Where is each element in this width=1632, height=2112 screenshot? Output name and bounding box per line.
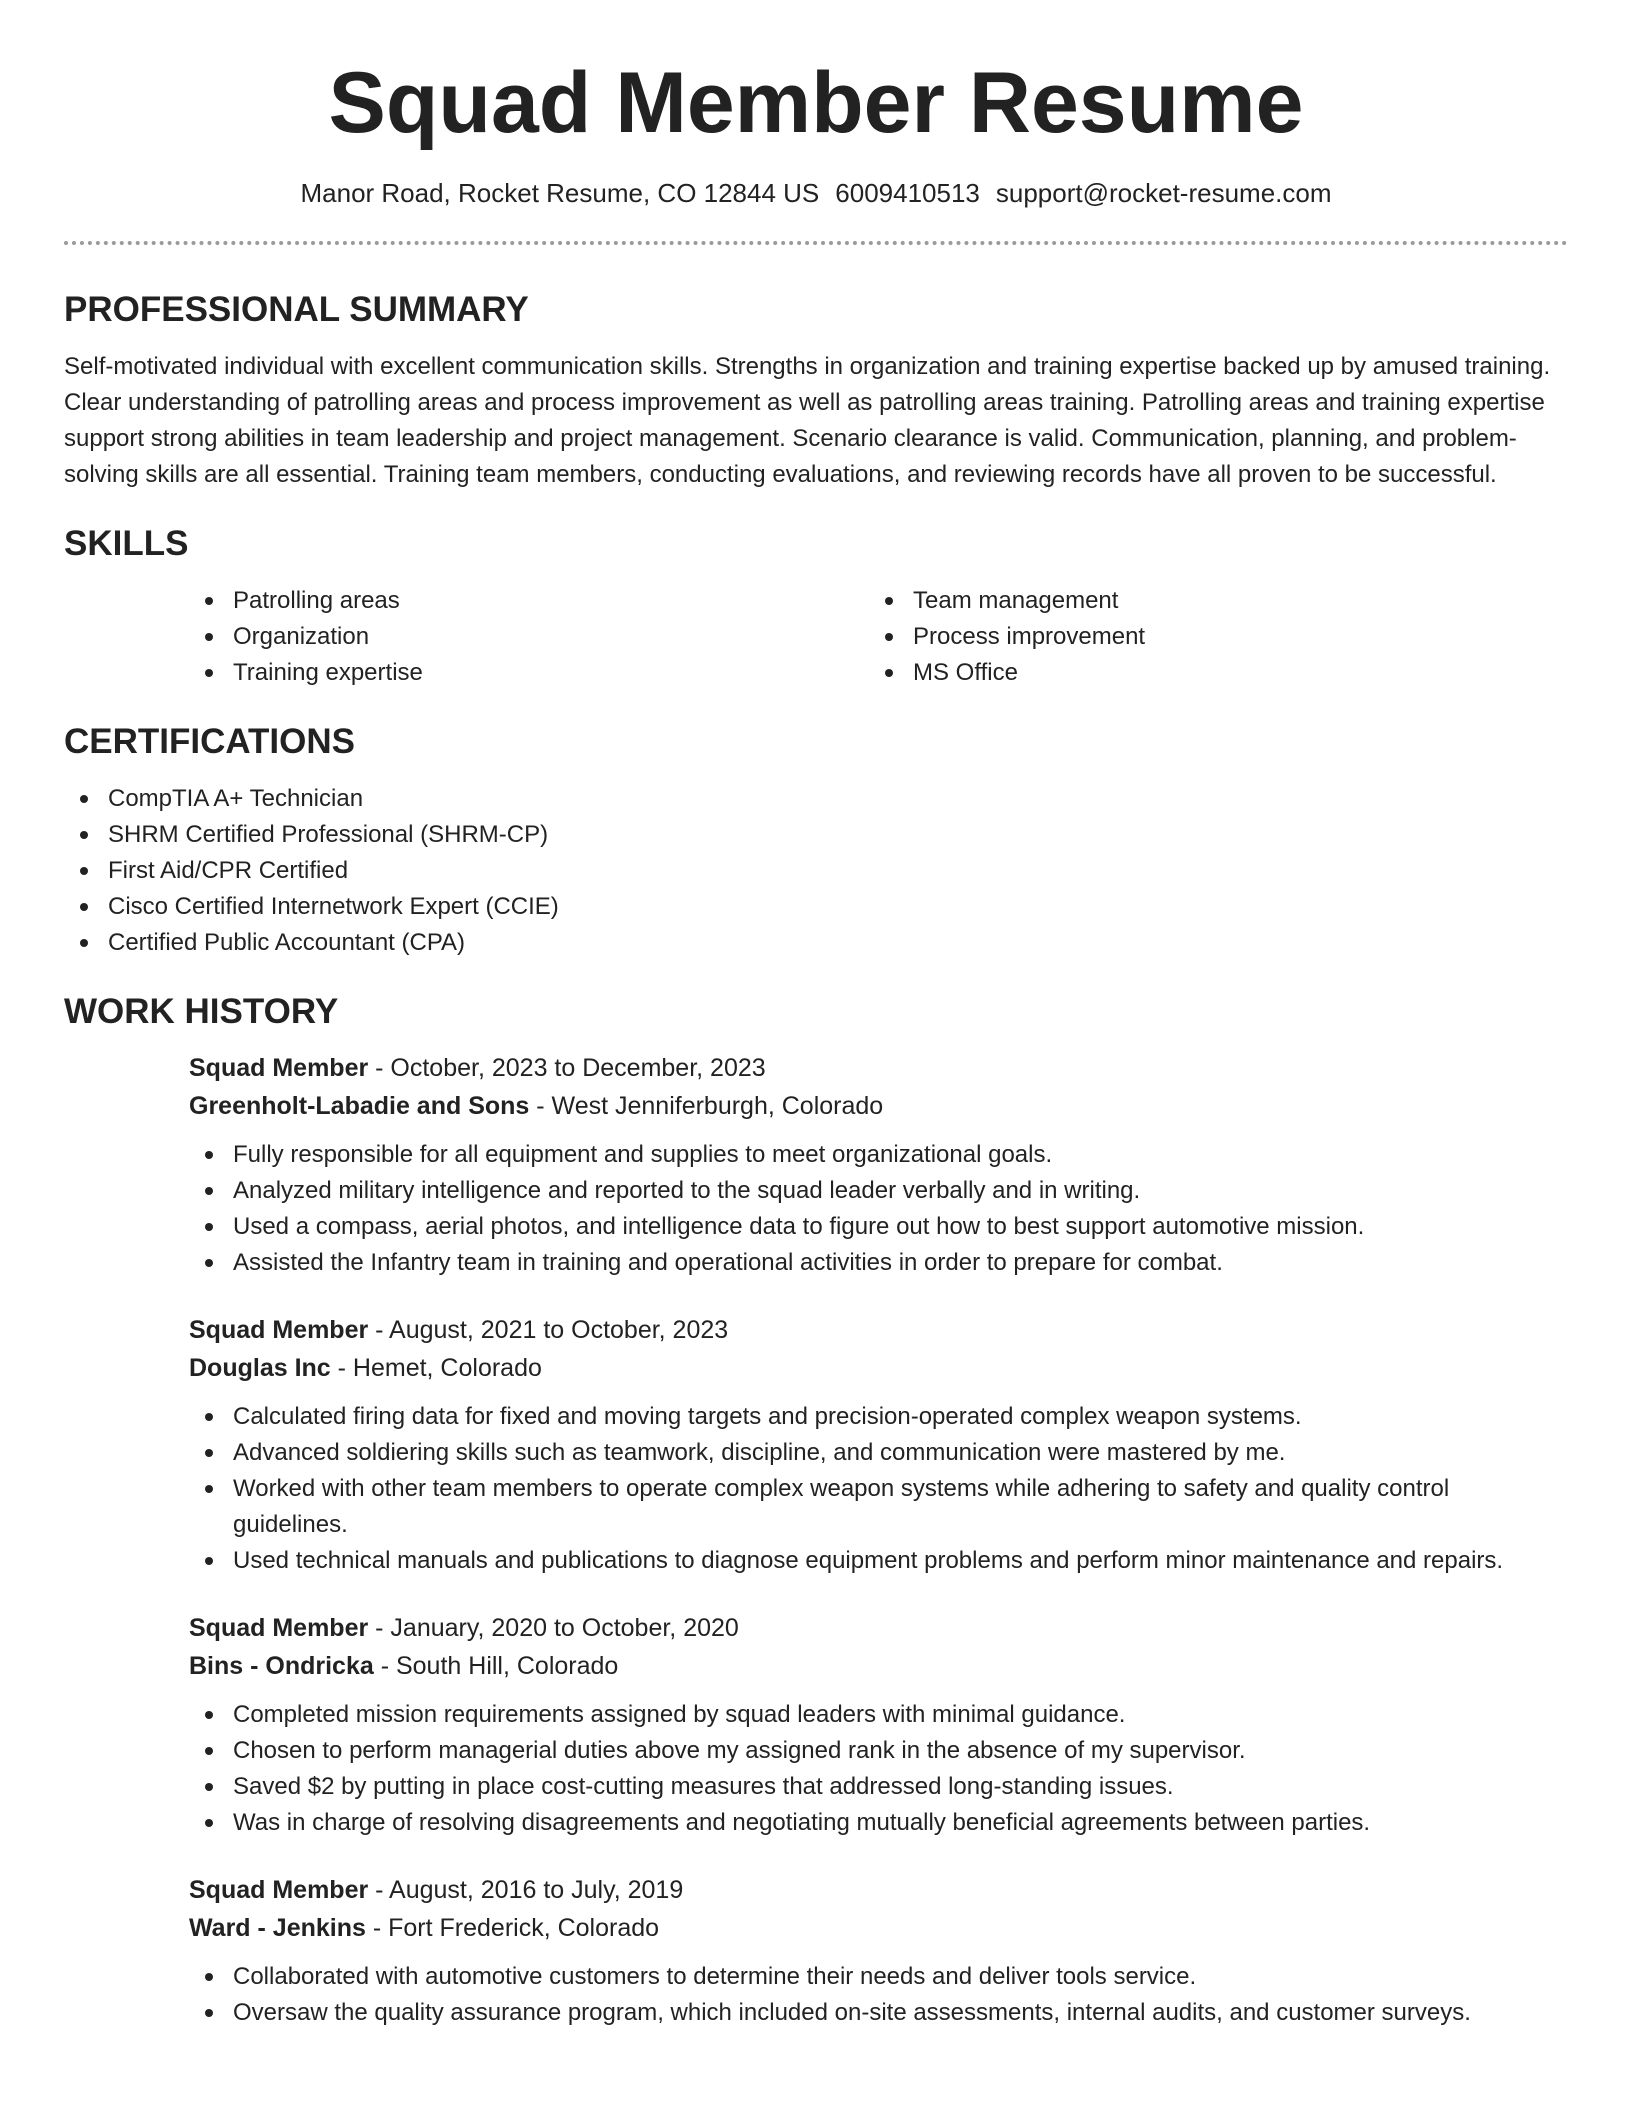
section-heading-work-history: WORK HISTORY bbox=[64, 991, 339, 1031]
resume-page bbox=[64, 0, 1568, 2053]
skills-list-left bbox=[189, 583, 869, 691]
job-entry bbox=[189, 1311, 1568, 1579]
job-title: Squad Member bbox=[189, 1613, 369, 1642]
job-title-line bbox=[189, 1609, 1568, 1647]
skill-item: Training expertise bbox=[189, 655, 869, 691]
job-company: Douglas Inc bbox=[189, 1353, 331, 1382]
job-company: Ward - Jenkins bbox=[189, 1913, 366, 1942]
certification-item: First Aid/CPR Certified bbox=[64, 853, 1568, 889]
certification-item: CompTIA A+ Technician bbox=[64, 781, 1568, 817]
job-location: - South Hill, Colorado bbox=[373, 1651, 619, 1680]
job-title: Squad Member bbox=[189, 1875, 369, 1904]
resume-title: Squad Member Resume bbox=[328, 55, 1304, 151]
work-history-section bbox=[64, 991, 1568, 2031]
job-bullets bbox=[189, 1399, 1568, 1579]
section-heading-skills: SKILLS bbox=[64, 523, 189, 563]
job-bullet: Advanced soldiering skills such as teamwork, discipline, and communication were mastered by me. bbox=[189, 1435, 1568, 1471]
job-bullet: Worked with other team members to operate complex weapon systems while adhering to safety and quality control guidelines. bbox=[189, 1471, 1568, 1543]
job-title-line bbox=[189, 1871, 1568, 1909]
certification-item: Certified Public Accountant (CPA) bbox=[64, 925, 1568, 961]
job-dates: - August, 2016 to July, 2019 bbox=[368, 1875, 684, 1904]
job-bullet: Analyzed military intelligence and reported to the squad leader verbally and in writing. bbox=[189, 1173, 1568, 1209]
job-bullet: Chosen to perform managerial duties above my assigned rank in the absence of my supervisor. bbox=[189, 1733, 1568, 1769]
job-dates: - August, 2021 to October, 2023 bbox=[368, 1315, 729, 1344]
skill-item: Organization bbox=[189, 619, 869, 655]
job-bullet: Saved $2 by putting in place cost-cutting measures that addressed long-standing issues. bbox=[189, 1769, 1568, 1805]
skill-item: Team management bbox=[869, 583, 1549, 619]
skills-section bbox=[64, 523, 1568, 691]
certifications-list bbox=[64, 781, 1568, 961]
certifications-section bbox=[64, 721, 1568, 961]
job-bullet: Collaborated with automotive customers to determine their needs and deliver tools service. bbox=[189, 1959, 1568, 1995]
summary-text: Self-motivated individual with excellent communication skills. Strengths in organization and training expertise backed up by amused training. Clear understanding of patrolling areas and process improvement as well as patrolling areas training. Patrolling areas and training expertise support strong abilities in team leadership and project management. Scenario clearance is valid. Communication, planning, and problem-solving skills are all essential. Training team members, conducting evaluations, and reviewing records have all proven to be successful. bbox=[64, 352, 1551, 488]
header-divider bbox=[64, 241, 1568, 245]
professional-summary-section bbox=[64, 289, 1568, 493]
job-entry bbox=[189, 1609, 1568, 1841]
job-bullet: Oversaw the quality assurance program, which included on-site assessments, internal audits, and customer surveys. bbox=[189, 1995, 1568, 2031]
job-entry bbox=[189, 1871, 1568, 2031]
job-company-line bbox=[189, 1647, 1568, 1685]
section-heading-certifications: CERTIFICATIONS bbox=[64, 721, 356, 761]
job-bullets bbox=[189, 1697, 1568, 1841]
section-heading-summary: PROFESSIONAL SUMMARY bbox=[64, 289, 529, 329]
certification-item: Cisco Certified Internetwork Expert (CCIE) bbox=[64, 889, 1568, 925]
skill-item: MS Office bbox=[869, 655, 1549, 691]
certification-item: SHRM Certified Professional (SHRM-CP) bbox=[64, 817, 1568, 853]
job-company-line bbox=[189, 1909, 1568, 1947]
job-company-line bbox=[189, 1087, 1568, 1125]
job-dates: - October, 2023 to December, 2023 bbox=[368, 1053, 766, 1082]
job-location: - West Jenniferburgh, Colorado bbox=[529, 1091, 884, 1120]
job-entry bbox=[189, 1049, 1568, 1281]
job-bullet: Was in charge of resolving disagreements and negotiating mutually beneficial agreements between parties. bbox=[189, 1805, 1568, 1841]
job-bullet: Assisted the Infantry team in training and operational activities in order to prepare for combat. bbox=[189, 1245, 1568, 1281]
job-bullet: Used a compass, aerial photos, and intelligence data to figure out how to best support automotive mission. bbox=[189, 1209, 1568, 1245]
contact-address: Manor Road, Rocket Resume, CO 12844 US bbox=[300, 178, 820, 209]
job-bullet: Calculated firing data for fixed and moving targets and precision-operated complex weapon systems. bbox=[189, 1399, 1568, 1435]
job-dates: - January, 2020 to October, 2020 bbox=[368, 1613, 739, 1642]
job-bullets bbox=[189, 1959, 1568, 2031]
skills-columns bbox=[189, 583, 1568, 691]
job-title: Squad Member bbox=[189, 1053, 369, 1082]
job-bullet: Completed mission requirements assigned by squad leaders with minimal guidance. bbox=[189, 1697, 1568, 1733]
job-bullet: Fully responsible for all equipment and supplies to meet organizational goals. bbox=[189, 1137, 1568, 1173]
job-company: Greenholt-Labadie and Sons bbox=[189, 1091, 530, 1120]
job-location: - Fort Frederick, Colorado bbox=[365, 1913, 660, 1942]
job-bullet: Used technical manuals and publications to diagnose equipment problems and perform minor maintenance and repairs. bbox=[189, 1543, 1568, 1579]
job-location: - Hemet, Colorado bbox=[330, 1353, 542, 1382]
contact-line bbox=[64, 177, 1568, 211]
job-title: Squad Member bbox=[189, 1315, 369, 1344]
contact-phone: 6009410513 bbox=[835, 178, 980, 209]
job-company: Bins - Ondricka bbox=[189, 1651, 374, 1680]
skills-list-right bbox=[869, 583, 1549, 691]
job-company-line bbox=[189, 1349, 1568, 1387]
job-title-line bbox=[189, 1311, 1568, 1349]
skill-item: Process improvement bbox=[869, 619, 1549, 655]
contact-email: support@rocket-resume.com bbox=[995, 178, 1332, 209]
job-bullets bbox=[189, 1137, 1568, 1281]
skill-item: Patrolling areas bbox=[189, 583, 869, 619]
job-title-line bbox=[189, 1049, 1568, 1087]
